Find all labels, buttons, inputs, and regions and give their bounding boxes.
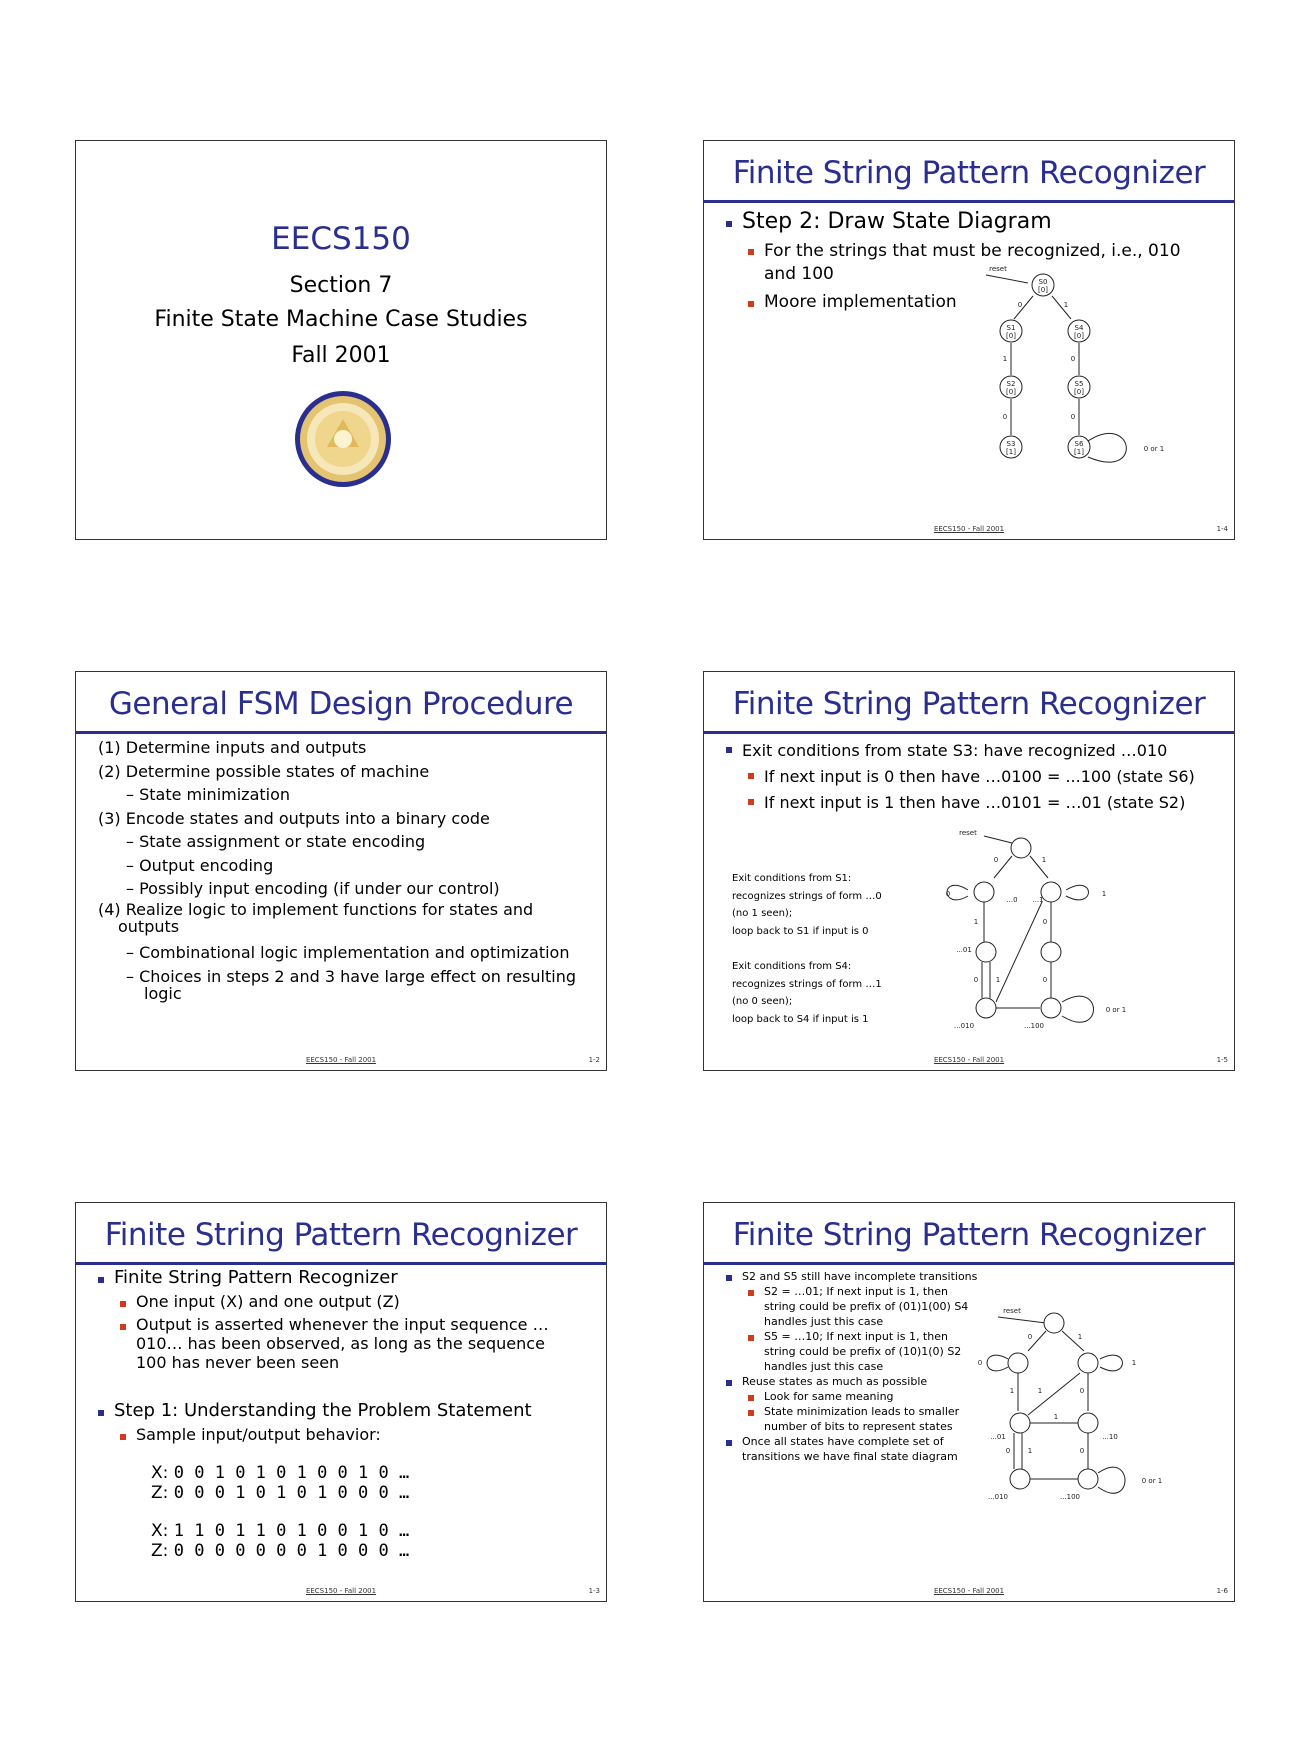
reset-label: reset (989, 265, 1007, 273)
io-row (151, 1483, 409, 1503)
edge-label: 1 (1101, 890, 1107, 898)
io-label: X: (151, 1521, 169, 1541)
title-rule (704, 731, 1234, 734)
slide-footer: EECS150 - Fall 2001 (933, 1056, 1005, 1064)
slide-title: Finite String Pattern Recognizer (732, 1217, 1206, 1253)
cover-term: Fall 2001 (291, 343, 391, 368)
edge-label: 1 (1037, 1387, 1043, 1395)
sub-bullet: S5 = …10; If next input is 1, then string could be prefix of (10)1(0) S2 handles just this case (724, 1329, 979, 1374)
sub-bullet: State minimization leads to smaller number of bits to represent states (724, 1404, 979, 1434)
state-label: S0 (1038, 278, 1048, 286)
state-output: [1] (1006, 448, 1016, 456)
edge-label: 0 or 1 (1141, 1477, 1163, 1485)
state-output: [0] (1006, 332, 1016, 340)
slide-cover (75, 140, 607, 540)
state-diagram (984, 261, 1224, 511)
bullet: Reuse states as much as possible (724, 1374, 979, 1389)
slide-footer: EECS150 - Fall 2001 (933, 1587, 1005, 1595)
bullet: Step 1: Understanding the Problem Statement (96, 1400, 594, 1421)
note-line: recognizes strings of form …0 (732, 890, 882, 902)
sub-bullet: Output is asserted whenever the input sequence …010… has been observed, as long as the sequence 100 has never been seen (96, 1315, 556, 1372)
state-label: S1 (1006, 324, 1016, 332)
university-seal (293, 389, 393, 489)
step-detail: – Output encoding (126, 855, 274, 875)
slide-title: Finite String Pattern Recognizer (732, 686, 1206, 722)
slide-number: 1-6 (1216, 1587, 1228, 1595)
edge-label: ...01 (956, 946, 972, 954)
edge-label: 0 (973, 976, 979, 984)
state-output: [1] (1074, 448, 1084, 456)
sub-bullet: If next input is 0 then have …0100 = ...100 (state S6) (724, 764, 1222, 790)
io-row (151, 1541, 409, 1561)
slide-number: 1-3 (588, 1587, 600, 1595)
edge-label: ...100 (1059, 1493, 1081, 1501)
io-row (151, 1463, 409, 1483)
edge-label: 0 (1042, 976, 1048, 984)
step-detail: – Combinational logic implementation and optimization (126, 942, 570, 962)
edge-label: ...010 (953, 1022, 975, 1030)
edge-label: 0 or 1 (1105, 1006, 1127, 1014)
slide-title: Finite String Pattern Recognizer (104, 1217, 578, 1253)
edge-label: 0 or 1 (1143, 445, 1165, 453)
note-line: loop back to S4 if input is 1 (732, 1013, 869, 1025)
step-line: (4) Realize logic to implement functions for states and outputs (98, 899, 534, 936)
slide-step1-problem (75, 1202, 607, 1602)
note-line: (no 1 seen); (732, 908, 793, 919)
edge-label: 0 (1027, 1333, 1033, 1341)
edge-label: ...01 (990, 1433, 1006, 1441)
edge-label: 1 (1131, 1359, 1137, 1367)
state-output: [0] (1006, 388, 1016, 396)
sub-bullet: For the strings that must be recognized, i.e., 010 and 100 (724, 240, 1204, 286)
note-line: (no 0 seen); (732, 996, 793, 1007)
title-rule (76, 1262, 606, 1265)
title-rule (76, 731, 606, 734)
edge-label: ...010 (987, 1493, 1009, 1501)
edge-label: ...100 (1023, 1022, 1045, 1030)
slide-title: General FSM Design Procedure (108, 686, 574, 722)
edge-label: 1 (1002, 355, 1008, 363)
cover-subtitle: Finite State Machine Case Studies (154, 307, 528, 332)
state-diagram (977, 1303, 1224, 1533)
cover-section: Section 7 (289, 273, 393, 298)
note-line: Exit conditions from S4: (732, 961, 852, 972)
bullet: Step 2: Draw State Diagram (724, 209, 1222, 234)
edge-label: ...10 (1102, 1433, 1118, 1441)
sub-bullet: S2 = …01; If next input is 1, then string could be prefix of (01)1(00) S4 handles just this case (724, 1284, 979, 1329)
bullet: Finite String Pattern Recognizer (96, 1267, 594, 1288)
state-label: S5 (1074, 380, 1084, 388)
exit-notes (732, 870, 882, 1028)
edge-label: ...0 (1006, 896, 1018, 904)
step-line: (3) Encode states and outputs into a binary code (98, 808, 490, 828)
sub-bullet: Moore implementation (724, 292, 1222, 312)
step-line: (2) Determine possible states of machine (98, 761, 430, 781)
title-rule (704, 200, 1234, 203)
io-sequence: 1 1 0 1 1 0 1 0 0 1 0 … (173, 1521, 410, 1541)
state-output: [0] (1074, 332, 1084, 340)
state-label: S2 (1006, 380, 1016, 388)
edge-label: 0 (945, 890, 951, 898)
edge-label: 1 (1027, 1447, 1033, 1455)
slide-number: 1-2 (588, 1056, 600, 1064)
io-samples (151, 1463, 409, 1561)
note-line: recognizes strings of form …1 (732, 978, 882, 990)
state-label: S6 (1074, 440, 1084, 448)
io-label: X: (151, 1463, 169, 1483)
io-label: Z: (151, 1541, 169, 1561)
slide-number: 1-5 (1216, 1056, 1228, 1064)
state-label: S4 (1074, 324, 1084, 332)
edge-label: 0 (1079, 1447, 1085, 1455)
io-sequence: 0 0 0 1 0 1 0 1 0 0 0 … (173, 1483, 410, 1503)
edge-label: 1 (1009, 1387, 1015, 1395)
io-sequence: 0 0 0 0 0 0 0 1 0 0 0 … (173, 1541, 410, 1561)
io-label: Z: (151, 1483, 169, 1503)
reset-label: reset (1003, 1307, 1021, 1315)
edge-label: 0 (1079, 1387, 1085, 1395)
edge-label: 1 (1063, 301, 1069, 309)
note-line: Exit conditions from S1: (732, 873, 852, 884)
io-row (151, 1521, 409, 1541)
sub-bullet: If next input is 1 then have …0101 = …01 (state S2) (724, 790, 1222, 816)
bullet: Exit conditions from state S3: have recognized …010 (724, 738, 1222, 764)
edge-label: 0 (977, 1359, 983, 1367)
slide-footer: EECS150 - Fall 2001 (305, 1587, 377, 1595)
step-detail: – State assignment or state encoding (126, 832, 426, 851)
sub-bullet: One input (X) and one output (Z) (96, 1292, 594, 1311)
state-output: [0] (1038, 286, 1048, 294)
bullet: Once all states have complete set of transitions we have final state diagram (724, 1434, 979, 1464)
slide-exit-conditions (703, 671, 1235, 1071)
sub-bullet: Look for same meaning (724, 1389, 979, 1404)
edge-label: 0 (1002, 413, 1008, 421)
slide-title: Finite String Pattern Recognizer (732, 155, 1206, 191)
state-label: S3 (1006, 440, 1016, 448)
edge-label: 1 (995, 976, 1001, 984)
title-rule (704, 1262, 1234, 1265)
edge-label: ...1 (1032, 896, 1044, 904)
edge-label: 0 (1005, 1447, 1011, 1455)
slide-number: 1-4 (1216, 525, 1228, 533)
bullet: S2 and S5 still have incomplete transitions (724, 1269, 979, 1284)
slide-footer: EECS150 - Fall 2001 (933, 525, 1005, 533)
notes-list (724, 1269, 979, 1464)
step-detail: – Choices in steps 2 and 3 have large effect on resulting logic (126, 967, 576, 1003)
step-detail: – State minimization (126, 785, 291, 804)
state-diagram (945, 829, 1224, 1062)
step-line: (1) Determine inputs and outputs (98, 738, 367, 757)
edge-label: 0 (1017, 301, 1023, 309)
slide-footer: EECS150 - Fall 2001 (305, 1056, 377, 1064)
edge-label: 0 (1042, 918, 1048, 926)
sub-bullet: Sample input/output behavior: (96, 1425, 594, 1444)
edge-label: 0 (1070, 355, 1076, 363)
step-detail: – Possibly input encoding (if under our control) (126, 879, 500, 898)
edge-label: 0 (1070, 413, 1076, 421)
state-output: [0] (1074, 388, 1084, 396)
edge-label: 1 (1041, 856, 1047, 864)
edge-label: 1 (1077, 1333, 1083, 1341)
edge-label: 1 (1053, 1413, 1059, 1421)
cover-title: EECS150 (271, 221, 411, 257)
edge-label: 0 (993, 856, 999, 864)
slide-final-diagram (703, 1202, 1235, 1602)
edge-label: 1 (973, 918, 979, 926)
io-sequence: 0 0 1 0 1 0 1 0 0 1 0 … (173, 1463, 410, 1483)
note-line: loop back to S1 if input is 0 (732, 925, 869, 937)
reset-label: reset (959, 829, 977, 837)
slide-general-procedure (75, 671, 607, 1071)
slide-step2-state-diagram (703, 140, 1235, 540)
